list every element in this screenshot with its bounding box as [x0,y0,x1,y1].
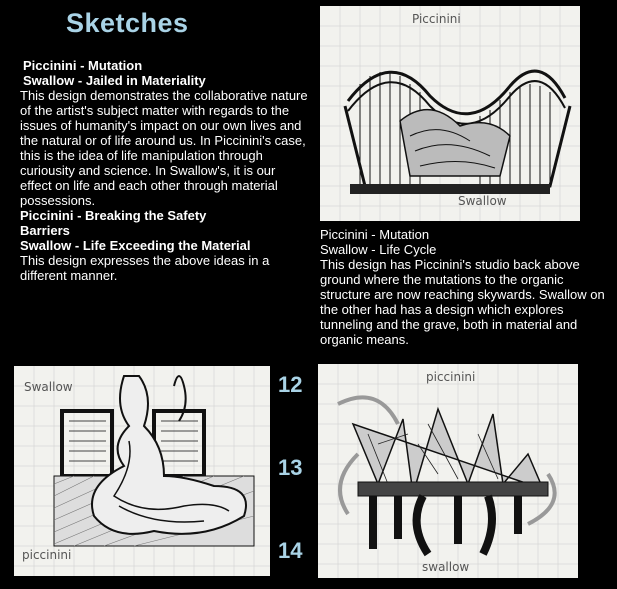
sketch-top-right [320,6,580,221]
sketch-bottom-left-label-top: Swallow [24,380,73,394]
right-line-2: Swallow - Life Cycle [320,242,437,257]
left-line-1: Piccinini - Mutation [23,58,143,73]
left-line-4: Swallow - Life Exceeding the Material [20,238,251,253]
left-line-3: Piccinini - Breaking the Safety Barriers [20,208,207,238]
left-paragraph-1: This design demonstrates the collaborative nature of the artist's subject matter with regards to the issues of humanity's impact on our own lives and the natural or of life around us. In Piccinini's case, this is the idea of life manipulation through curiousity and science. In Swallow's, it is our effect on life and each other through material possessions. [20,88,308,208]
left-line-2: Swallow - Jailed in Materiality [23,73,206,88]
right-line-1: Piccinini - Mutation [320,227,430,242]
sketch-number-14: 14 [278,538,303,563]
sketch-top-right-drawing [320,6,580,221]
sketch-bottom-right-label-top: piccinini [426,370,476,384]
sketch-bottom-left [14,366,270,576]
sketch-bottom-right [318,364,578,578]
sketch-bottom-right-drawing [318,364,578,578]
sketch-bottom-left-label-bottom: piccinini [22,548,72,562]
sketch-bottom-left-drawing [14,366,270,576]
sketch-number-12: 12 [278,372,303,397]
sketch-top-right-label-bottom: Swallow [458,194,507,208]
left-paragraph-2: This design expresses the above ideas in a different manner. [20,253,270,283]
sketch-bottom-right-label-bottom: swallow [422,560,470,574]
right-description [320,227,615,347]
sketch-number-13: 13 [278,455,303,480]
left-description [20,58,310,283]
page-title: Sketches [66,8,189,38]
sketch-top-right-label-top: Piccinini [412,12,461,26]
right-paragraph: This design has Piccinini's studio back above ground where the mutations to the organic structure are now reaching skywards. Swallow on the other had has a design which explores tunneling and the grave, both in material and organic means. [320,257,605,347]
